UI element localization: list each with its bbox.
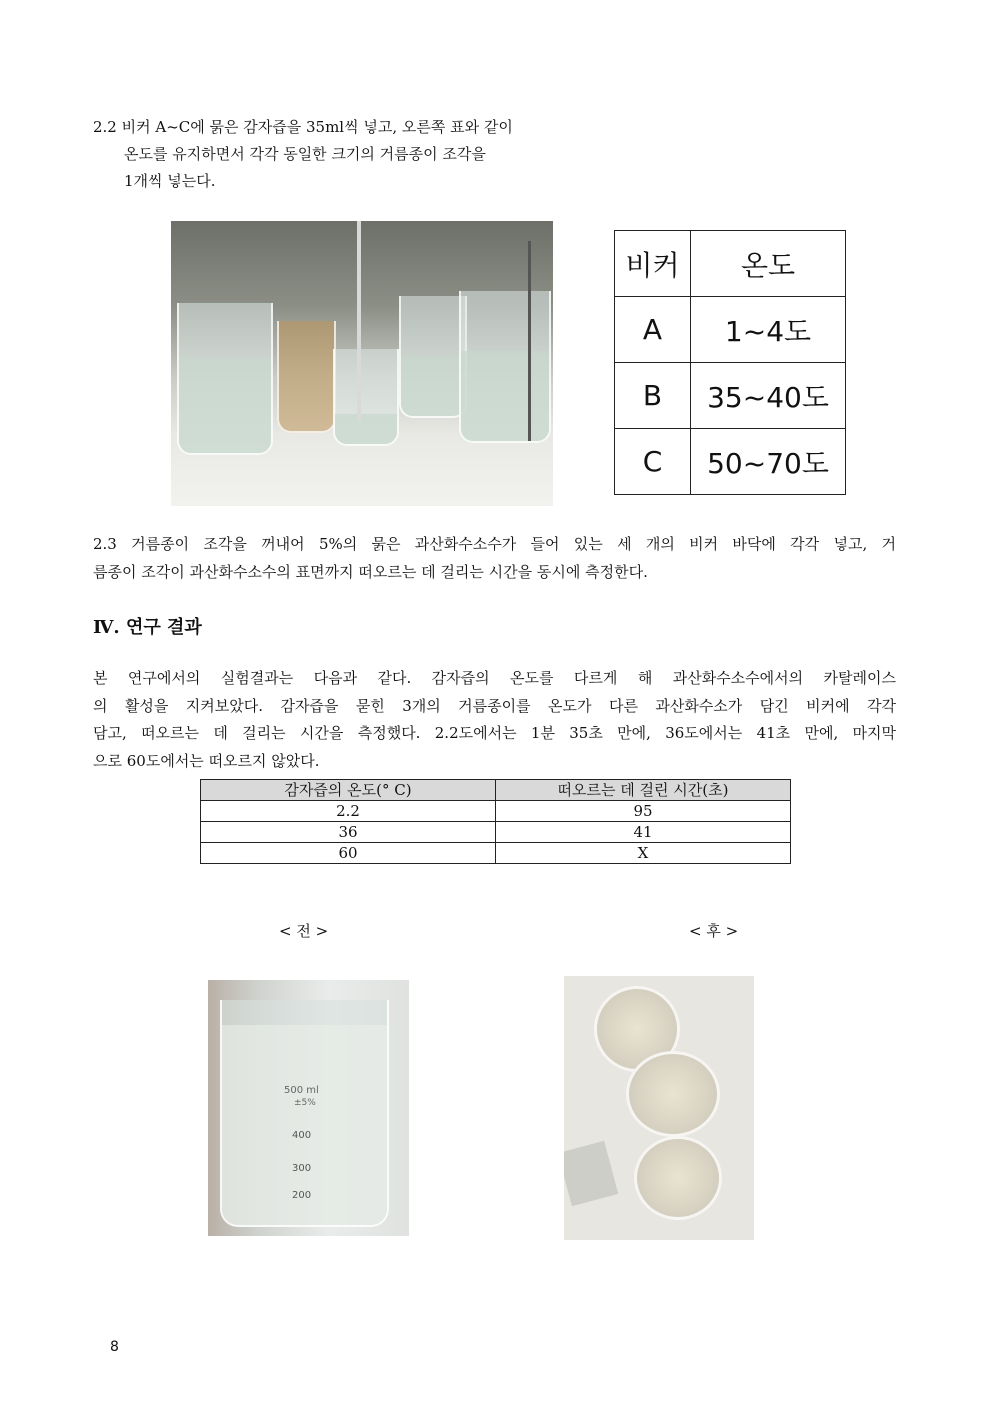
table-header-row xyxy=(201,780,791,801)
results-table xyxy=(200,779,791,864)
before-beaker-photo xyxy=(208,980,409,1236)
beaker-yellow xyxy=(277,321,336,433)
results-paragraph xyxy=(93,665,896,775)
small-beaker-middle xyxy=(626,1051,720,1137)
step-2-2-line3: 1개씩 넣는다. xyxy=(124,172,216,190)
thermometer xyxy=(357,221,361,421)
table-row xyxy=(201,843,791,864)
table-row xyxy=(201,801,791,822)
page-number: 8 xyxy=(110,1339,119,1355)
beaker-marking-400: 400 xyxy=(292,1130,312,1141)
lab-beakers-photo xyxy=(171,221,553,506)
results-line3: 담고, 떠오르는 데 걸리는 시간을 측정했다. 2.2도에서는 1분 35초 만에, 36도에서는 41초 만에, 마지막 xyxy=(93,724,896,742)
section-heading: Ⅳ. 연구 결과 xyxy=(93,617,202,638)
step-2-2-line1: 2.2 비커 A~C에 묽은 감자즙을 35ml씩 넣고, 오른쪽 표와 같이 xyxy=(93,118,513,136)
header-potato-temperature: 감자즙의 온도(° C) xyxy=(201,780,496,801)
beaker-a xyxy=(177,303,273,455)
table-row xyxy=(615,297,846,363)
beaker-label: C xyxy=(615,429,691,495)
temperature-cell: 36 xyxy=(201,822,496,843)
beaker-marking-tolerance: ±5% xyxy=(294,1098,316,1108)
temperature-value: 50~70도 xyxy=(691,429,846,495)
results-line1: 본 연구에서의 실험결과는 다음과 같다. 감자즙의 온도를 다르게 해 과산화수소수에서의 카탈레이스 xyxy=(93,669,896,687)
step-2-3-line1: 2.3 거름종이 조각을 꺼내어 5%의 묽은 과산화수소수가 들어 있는 세 개의 비커 바닥에 각각 넣고, 거 xyxy=(93,535,896,553)
results-line4: 으로 60도에서는 떠오르지 않았다. xyxy=(93,751,320,770)
after-beakers-photo xyxy=(564,976,754,1240)
temperature-value: 1~4도 xyxy=(691,297,846,363)
time-cell: X xyxy=(496,843,791,864)
beaker-temperature-table xyxy=(614,230,846,495)
beaker-marking-500: 500 ml xyxy=(284,1085,319,1096)
beaker-b xyxy=(333,349,399,446)
caption-before: < 전 > xyxy=(279,922,329,940)
beaker-label: B xyxy=(615,363,691,429)
beaker-c xyxy=(459,291,551,443)
table-row xyxy=(615,363,846,429)
caption-after: < 후 > xyxy=(689,922,739,940)
table-row xyxy=(201,822,791,843)
time-cell: 95 xyxy=(496,801,791,822)
header-temperature: 온도 xyxy=(691,231,846,297)
table-row xyxy=(615,429,846,495)
header-beaker: 비커 xyxy=(615,231,691,297)
temperature-value: 35~40도 xyxy=(691,363,846,429)
step-2-3-line2: 름종이 조각이 과산화수소수의 표면까지 떠오르는 데 걸리는 시간을 동시에 측정한다. xyxy=(93,562,648,581)
header-float-time: 떠오르는 데 걸린 시간(초) xyxy=(496,780,791,801)
table-header-row xyxy=(615,231,846,297)
beaker-back xyxy=(399,296,467,418)
beaker-marking-200: 200 xyxy=(292,1190,312,1201)
step-2-3-paragraph xyxy=(93,531,896,586)
large-beaker xyxy=(220,1000,389,1227)
plastic-container xyxy=(564,1141,618,1207)
temperature-cell: 60 xyxy=(201,843,496,864)
temperature-cell: 2.2 xyxy=(201,801,496,822)
beaker-label: A xyxy=(615,297,691,363)
thermometer-probe xyxy=(528,241,531,441)
step-2-2-line2: 온도를 유지하면서 각각 동일한 크기의 거름종이 조각을 xyxy=(124,145,486,163)
small-beaker-bottom xyxy=(634,1136,722,1220)
time-cell: 41 xyxy=(496,822,791,843)
beaker-marking-300: 300 xyxy=(292,1163,312,1174)
results-line2: 의 활성을 지켜보았다. 감자즙을 묻힌 3개의 거름종이를 온도가 다른 과산화수소가 담긴 비커에 각각 xyxy=(93,696,896,715)
